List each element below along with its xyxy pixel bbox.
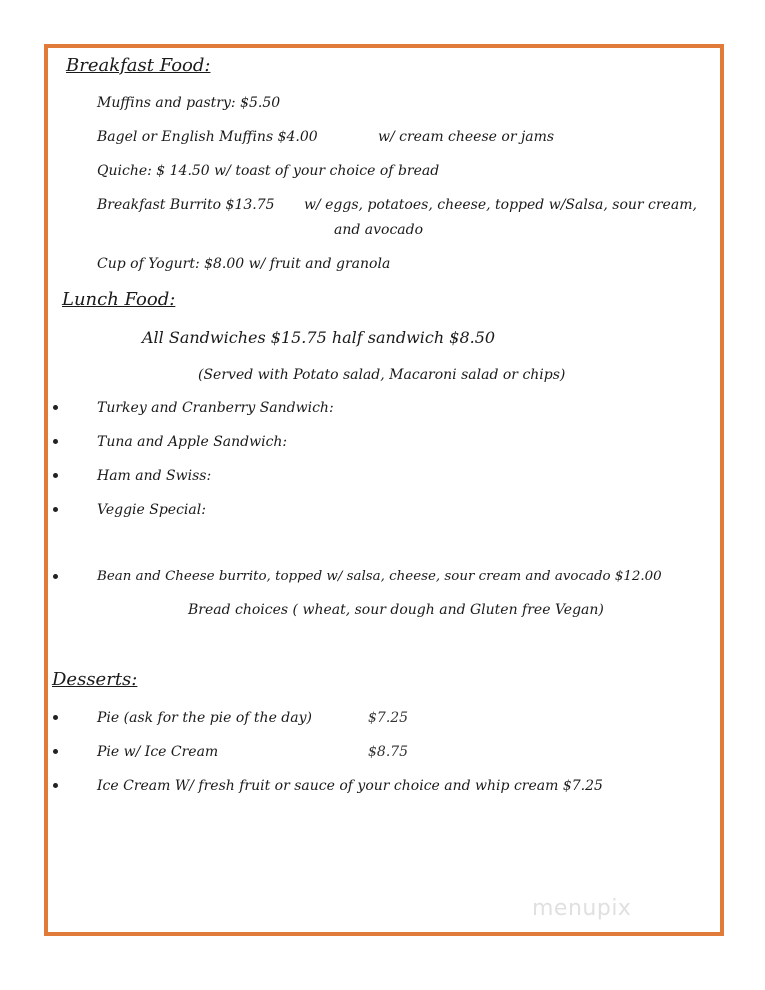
lunch-item-bean-burrito: Bean and Cheese burrito, topped w/ salsa, cheese, sour cream and avocado $12.00 [97,569,662,584]
bullet-icon [53,574,58,579]
lunch-sandwich-price: All Sandwiches $15.75 half sandwich $8.50 [142,328,496,347]
bullet-icon [53,783,58,788]
watermark-logo: menupix [532,896,632,921]
breakfast-burrito-note-cont: and avocado [334,222,424,238]
dessert-item-pie-ice-cream: Pie w/ Ice Cream [97,744,219,760]
lunch-served-with: (Served with Potato salad, Macaroni salad or chips) [198,367,566,383]
bullet-icon [53,439,58,444]
lunch-bread-choices: Bread choices ( wheat, sour dough and Gluten free Vegan) [188,602,604,618]
dessert-item-pie: Pie (ask for the pie of the day) [97,710,312,726]
breakfast-heading: Breakfast Food: [66,55,211,76]
breakfast-burrito-note: w/ eggs, potatoes, cheese, topped w/Salsa, sour cream, [304,197,697,213]
dessert-item-ice-cream: Ice Cream W/ fresh fruit or sauce of your choice and whip cream $7.25 [97,778,603,794]
breakfast-item-bagel: Bagel or English Muffins $4.00 [97,129,318,145]
bullet-icon [53,405,58,410]
bullet-icon [53,473,58,478]
dessert-pie-ice-cream-price: $8.75 [368,744,409,760]
desserts-heading: Desserts: [52,669,138,690]
breakfast-item-yogurt: Cup of Yogurt: $8.00 w/ fruit and granola [97,256,391,272]
lunch-item-tuna: Tuna and Apple Sandwich: [97,434,288,450]
breakfast-item-burrito: Breakfast Burrito $13.75 [97,197,275,213]
bullet-icon [53,715,58,720]
breakfast-item-quiche: Quiche: $ 14.50 w/ toast of your choice of bread [97,163,440,179]
bullet-icon [53,507,58,512]
lunch-item-veggie: Veggie Special: [97,502,206,518]
breakfast-bagel-note: w/ cream cheese or jams [378,129,555,145]
lunch-item-ham: Ham and Swiss: [97,468,212,484]
lunch-item-turkey: Turkey and Cranberry Sandwich: [97,400,334,416]
breakfast-item-muffins: Muffins and pastry: $5.50 [97,95,281,111]
lunch-heading: Lunch Food: [62,289,176,310]
bullet-icon [53,749,58,754]
dessert-pie-price: $7.25 [368,710,409,726]
